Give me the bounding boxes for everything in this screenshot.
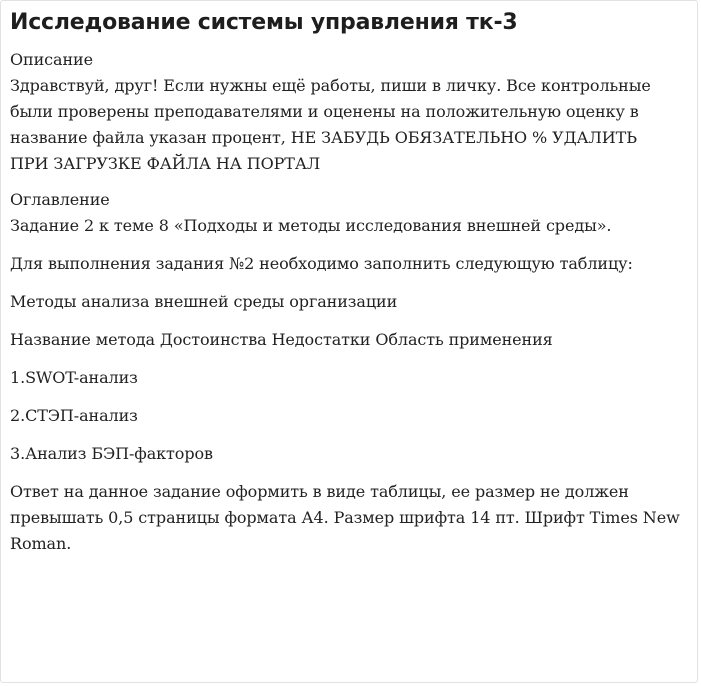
table-caption: Методы анализа внешней среды организации	[10, 292, 398, 311]
document-content	[10, 7, 680, 557]
description-text: Здравствуй, друг! Если нужны ещё работы, пиши в личку. Все контрольные были проверены преподавателями и оценены на положительную оценку в название файла указан процент, НЕ ЗАБУДЬ ОБЯЗАТЕЛЬНО % УДАЛИТЬ ПРИ ЗАГРУЗКЕ ФАЙЛА НА ПОРТАЛ	[10, 76, 651, 173]
toc-label: Оглавление	[10, 190, 110, 209]
method-item-swot: 1.SWOT-анализ	[10, 368, 138, 387]
answer-requirements: Ответ на данное задание оформить в виде таблицы, ее размер не должен превышать 0,5 страницы формата А4. Размер шрифта 14 пт. Шрифт Times New Roman.	[10, 482, 680, 553]
page-title: Исследование системы управления тк-3	[10, 10, 518, 35]
description-label: Описание	[10, 50, 93, 69]
method-item-step: 2.СТЭП-анализ	[10, 406, 138, 425]
method-item-bep: 3.Анализ БЭП-факторов	[10, 444, 213, 463]
toc-section	[10, 187, 680, 239]
toc-text: Задание 2 к теме 8 «Подходы и методы исследования внешней среды».	[10, 216, 612, 235]
description-section	[10, 47, 680, 177]
task-instruction: Для выполнения задания №2 необходимо заполнить следующую таблицу:	[10, 254, 633, 273]
table-header-row: Название метода Достоинства Недостатки Область применения	[10, 330, 553, 349]
